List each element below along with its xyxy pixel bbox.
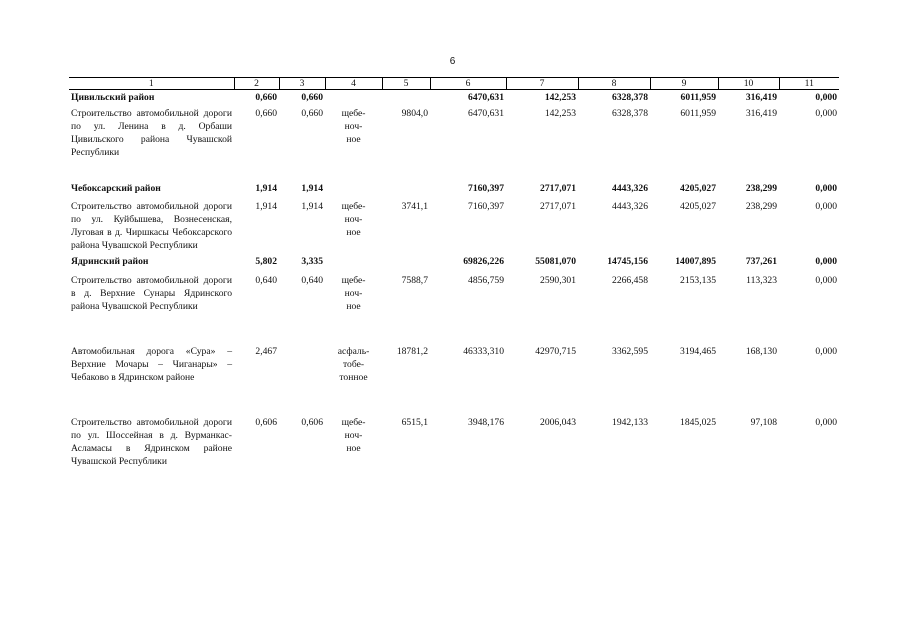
- district-name: Ядринский район: [71, 256, 149, 267]
- value-cell: [382, 181, 430, 198]
- project-description: Строительство автомобильной дороги по ул. Шоссейная в д. Вурманкас-Асламасы в Ядринском районе Чувашской Республики: [71, 417, 232, 467]
- value-cell: 142,253: [544, 92, 576, 103]
- value-cell: 1,914: [255, 201, 277, 212]
- value-cell: 316,419: [745, 108, 777, 119]
- column-header: 5: [382, 78, 430, 90]
- value-cell: 3948,176: [468, 417, 504, 428]
- value-cell: [279, 345, 325, 384]
- value-cell: 2590,301: [540, 275, 576, 286]
- value-cell: 4443,326: [612, 183, 648, 194]
- value-cell: 737,261: [745, 256, 777, 267]
- column-number-header: [69, 78, 839, 90]
- value-cell: 2266,458: [612, 275, 648, 286]
- value-cell: 14745,156: [607, 256, 648, 267]
- value-cell: 42970,715: [535, 346, 576, 357]
- value-cell: 4856,759: [468, 275, 504, 286]
- district-row: [69, 181, 839, 198]
- value-cell: 55081,070: [535, 256, 576, 267]
- district-name: Чебоксарский район: [71, 183, 161, 194]
- district-name: Цивильский район: [71, 92, 155, 103]
- value-cell: 0,000: [815, 201, 837, 212]
- value-cell: 6328,378: [612, 108, 648, 119]
- value-cell: 0,000: [815, 256, 837, 267]
- value-cell: 4205,027: [680, 201, 716, 212]
- value-cell: 3194,465: [680, 346, 716, 357]
- column-header: 4: [325, 78, 382, 90]
- value-cell: 2153,135: [680, 275, 716, 286]
- value-cell: 46333,310: [463, 346, 504, 357]
- value-cell: 69826,226: [463, 256, 504, 267]
- project-row: [69, 274, 839, 313]
- value-cell: 142,253: [544, 108, 576, 119]
- value-cell: 2717,071: [540, 201, 576, 212]
- value-cell: 0,640: [301, 275, 323, 286]
- surface-type: щебе- ноч- ное: [341, 417, 366, 454]
- project-description: Строительство автомобильной дороги по ул. Ленина в д. Орбаши Цивильского района Чувашской Республики: [71, 108, 232, 158]
- project-row: [69, 416, 839, 468]
- value-cell: 2717,071: [540, 183, 576, 194]
- value-cell: 6470,631: [468, 92, 504, 103]
- project-description: Автомобильная дорога «Сура» – Верхние Мочары – Чиганары» – Чебаково в Ядринском районе: [71, 346, 232, 383]
- value-cell: 1,914: [255, 183, 277, 194]
- column-header: 3: [279, 78, 325, 90]
- surface-type: щебе- ноч- ное: [341, 108, 366, 145]
- surface-type: асфаль- тобе- тонное: [337, 346, 370, 383]
- project-description: Строительство автомобильной дороги по ул. Куйбышева, Вознесенская, Луговая в д. Чиршкасы Чебоксарского района Чувашской Республики: [71, 201, 232, 251]
- value-cell: 6328,378: [612, 92, 648, 103]
- value-cell: 1,914: [301, 201, 323, 212]
- value-cell: [382, 254, 430, 271]
- value-cell: 168,130: [745, 346, 777, 357]
- project-description: Строительство автомобильной дороги в д. Верхние Сунары Ядринского района Чувашской Республики: [71, 275, 232, 312]
- value-cell: 0,660: [255, 92, 277, 103]
- value-cell: 0,606: [301, 417, 323, 428]
- value-cell: 97,108: [750, 417, 777, 428]
- value-cell: 0,000: [815, 183, 837, 194]
- project-row: [69, 345, 839, 384]
- value-cell: 0,660: [301, 108, 323, 119]
- value-cell: 0,660: [301, 92, 323, 103]
- value-cell: 238,299: [745, 183, 777, 194]
- value-cell: 0,000: [815, 92, 837, 103]
- value-cell: 0,000: [815, 108, 837, 119]
- column-header: 10: [718, 78, 779, 90]
- value-cell: 7588,7: [401, 275, 428, 286]
- column-header: 2: [234, 78, 279, 90]
- value-cell: 113,323: [746, 275, 777, 286]
- project-row: [69, 107, 839, 159]
- value-cell: 2006,043: [540, 417, 576, 428]
- value-cell: 6011,959: [680, 92, 716, 103]
- surface-type: [325, 90, 382, 108]
- value-cell: 6011,959: [680, 108, 716, 119]
- value-cell: 5,802: [255, 256, 277, 267]
- value-cell: 1942,133: [612, 417, 648, 428]
- value-cell: 2,467: [255, 346, 277, 357]
- value-cell: 3,335: [301, 256, 323, 267]
- row-spacer: [69, 313, 839, 345]
- district-row: [69, 90, 839, 108]
- value-cell: 6470,631: [468, 108, 504, 119]
- surface-type: [325, 181, 382, 198]
- road-construction-table: [69, 77, 839, 468]
- surface-type: [325, 254, 382, 271]
- value-cell: 0,000: [815, 346, 837, 357]
- value-cell: 1845,025: [680, 417, 716, 428]
- surface-type: щебе- ноч- ное: [341, 275, 366, 312]
- value-cell: 14007,895: [675, 256, 716, 267]
- district-row: [69, 254, 839, 271]
- surface-type: щебе- ноч- ное: [341, 201, 366, 238]
- value-cell: 18781,2: [396, 346, 428, 357]
- column-header: 6: [430, 78, 506, 90]
- project-row: [69, 200, 839, 252]
- value-cell: 0,000: [815, 417, 837, 428]
- value-cell: 0,640: [255, 275, 277, 286]
- value-cell: 6515,1: [401, 417, 428, 428]
- value-cell: 238,299: [745, 201, 777, 212]
- column-header: 8: [578, 78, 650, 90]
- column-header: 9: [650, 78, 718, 90]
- value-cell: 9804,0: [401, 108, 428, 119]
- value-cell: 0,660: [255, 108, 277, 119]
- value-cell: 7160,397: [468, 201, 504, 212]
- value-cell: 1,914: [301, 183, 323, 194]
- value-cell: 0,606: [255, 417, 277, 428]
- value-cell: 0,000: [815, 275, 837, 286]
- column-header: 1: [69, 78, 234, 90]
- value-cell: 3362,595: [612, 346, 648, 357]
- row-spacer: [69, 384, 839, 416]
- row-spacer: [69, 159, 839, 181]
- value-cell: 3741,1: [401, 201, 428, 212]
- column-header: 11: [779, 78, 839, 90]
- value-cell: 4205,027: [680, 183, 716, 194]
- column-header: 7: [506, 78, 578, 90]
- value-cell: 316,419: [745, 92, 777, 103]
- value-cell: 4443,326: [612, 201, 648, 212]
- page-number: 6: [449, 56, 456, 67]
- value-cell: 7160,397: [468, 183, 504, 194]
- value-cell: [382, 90, 430, 108]
